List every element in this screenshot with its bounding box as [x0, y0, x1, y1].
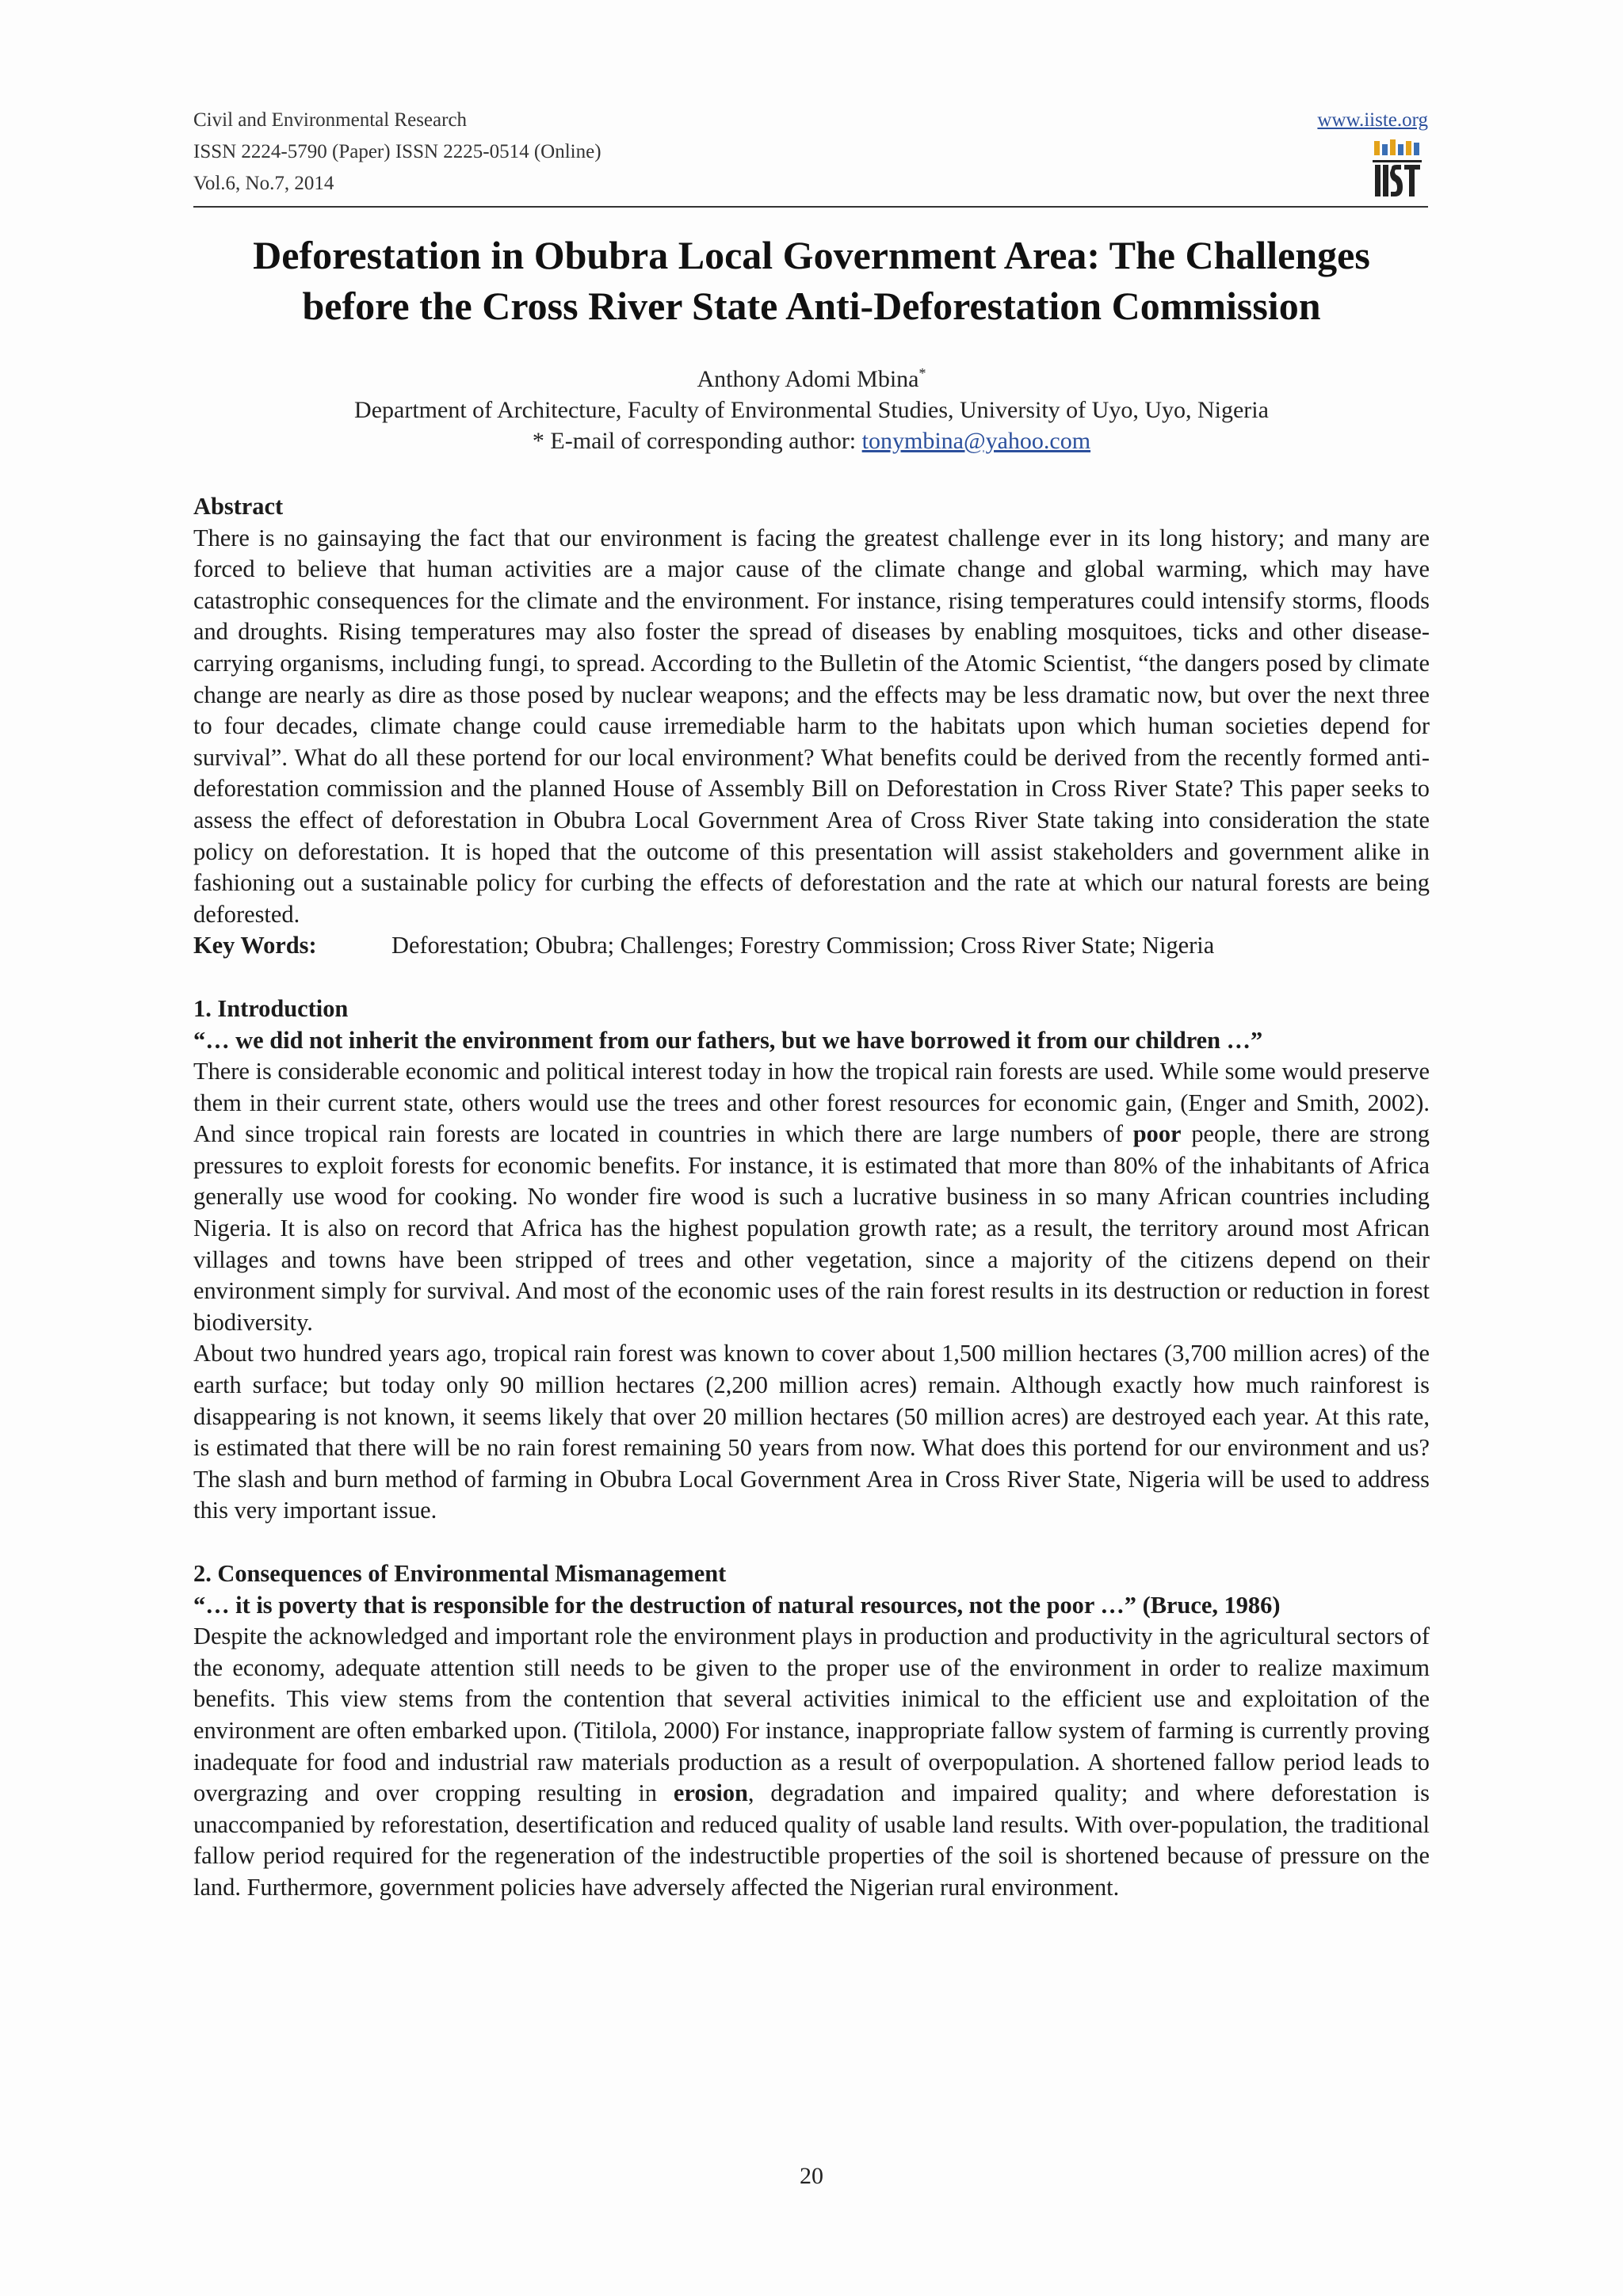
author-name: Anthony Adomi Mbina — [697, 366, 919, 392]
author-email-line — [158, 425, 1465, 456]
abstract-text: There is no gainsaying the fact that our environment is facing the greatest challenge ever in its long history; and many are forced to believe that human activities are a major cause of the climate change and global warming, which may have catastrophic consequences for the climate and the environment. For instance, rising temperatures could intensify storms, floods and droughts. Rising temperatures may also foster the spread of diseases by enabling mosquitoes, ticks and other disease-carrying organisms, including fungi, to spread. According to the Bulletin of the Atomic Scientist, “the dangers posed by climate change are nearly as dire as those posed by nuclear weapons; and the effects may be less dramatic now, but over the next three to four decades, climate change could cause irremediable harm to the habitats upon which human societies depend for survival”. What do all these portend for our local environment? What benefits could be derived from the recently formed anti-deforestation commission and the planned House of Assembly Bill on Deforestation in Cross River State? This paper seeks to assess the effect of deforestation in Obubra Local Government Area of Cross River State taking into consideration the state policy on deforestation. It is hoped that the outcome of this presentation will assist stakeholders and government alike in fashioning out a sustainable policy for curbing the effects of deforestation and the rate at which our natural forests are being deforested. — [193, 524, 1430, 928]
paper-title-line-2: before the Cross River State Anti-Deforestation Commission — [302, 284, 1321, 328]
author-email-link[interactable]: tonymbina@yahoo.com — [861, 428, 1091, 454]
author-email-prefix: * E-mail of corresponding author: — [532, 428, 862, 454]
journal-info — [193, 105, 601, 200]
paper-title-line-1: Deforestation in Obubra Local Government Area: The Challenges — [253, 233, 1370, 277]
keywords-value: Deforestation; Obubra; Challenges; Forestry Commission; Cross River State; Nigeria — [391, 932, 1215, 959]
abstract-heading: Abstract — [193, 493, 284, 520]
page-number: 20 — [800, 2163, 823, 2189]
author-line — [158, 358, 1465, 395]
section-2-paragraph-1-part-a: Despite the acknowledged and important role the environment plays in production and productivity in the agricultural sectors of the economy, adequate attention still needs to be given to the proper use of the environment in order to realize maximum benefits. This view stems from the contention that several activities inimical to the efficient use and exploitation of the environment are often embarked upon. (Titilola, 2000) For instance, inappropriate fallow system of farming is currently proving inadequate for food and industrial raw materials production as a result of overpopulation. A shortened fallow period leads to overgrazing and over cropping resulting in — [193, 1623, 1430, 1807]
iiste-logo-icon — [1371, 138, 1423, 201]
section-1-paragraph-1-bold: poor — [1132, 1120, 1182, 1148]
section-1-paragraph-2: About two hundred years ago, tropical rain forest was known to cover about 1,500 million hectares (3,700 million acres) of the earth surface; but today only 90 million hectares (2,200 million acres) remain. Although exactly how much rainforest is disappearing is not known, it seems likely that over 20 million hectares (50 million acres) are destroyed each year. At this rate, is estimated that there will be no rain forest remaining 50 years from now. What does this portend for our environment and us? The slash and burn method of farming in Obubra Local Government Area in Cross River State, Nigeria will be used to address this very important issue. — [193, 1340, 1430, 1524]
section-gap — [193, 962, 1430, 994]
section-2-heading: 2. Consequences of Environmental Mismanagement — [193, 1560, 727, 1587]
journal-issn: ISSN 2224-5790 (Paper) ISSN 2225-0514 (Online) — [193, 141, 601, 162]
section-1-paragraph-1-part-a: There is considerable economic and political interest today in how the tropical rain forests are used. While some would preserve them in their current state, others would use the trees and other forest resources for economic gain, (Enger and Smith, 2002). And since tropical rain forests are located in countries in which there are large numbers of — [193, 1058, 1430, 1148]
section-1-paragraph-1 — [193, 1056, 1430, 1338]
keywords-colon: : — [308, 932, 317, 959]
section-gap — [193, 1527, 1430, 1558]
section-2-paragraph-1-bold: erosion — [673, 1779, 748, 1807]
paper-body — [193, 491, 1430, 1904]
section-2-paragraph-1 — [193, 1621, 1430, 1903]
keywords-label: Key Words — [193, 932, 309, 959]
journal-volume: Vol.6, No.7, 2014 — [193, 173, 334, 194]
section-1-paragraph-1-part-b: people, there are strong pressures to exploit forests for economic benefits. For instance, it is estimated that more than 80% of the inhabitants of Africa generally use wood for cooking. No wonder fire wood is such a lucrative business in so many African countries including Nigeria. It is also on record that Africa has the highest population growth rate; as a result, the territory around most African villages and towns have been stripped of trees and other vegetation, since a majority of the citizens depend on their environment simply for survival. And most of the economic uses of the rain forest results in its destruction or reduction in forest biodiversity. — [193, 1120, 1430, 1336]
author-affiliation: Department of Architecture, Faculty of Environmental Studies, University of Uyo, Uyo, Nigeria — [354, 397, 1269, 423]
journal-url-link[interactable]: www.iiste.org — [1317, 109, 1428, 131]
author-block — [158, 358, 1465, 456]
author-marker: * — [918, 365, 926, 381]
journal-name: Civil and Environmental Research — [193, 109, 468, 131]
section-2-epigraph: “… it is poverty that is responsible for the destruction of natural resources, not the poor …” (Bruce, 1986) — [193, 1591, 1281, 1619]
section-1-heading: 1. Introduction — [193, 994, 349, 1022]
keywords-label-wrap — [193, 930, 391, 962]
section-1-epigraph: “… we did not inherit the environment from our fathers, but we have borrowed it from our children …” — [193, 1026, 1263, 1054]
keywords-row — [193, 930, 1430, 962]
paper-title — [158, 230, 1465, 331]
running-header — [193, 105, 1428, 208]
section-2-paragraph-1-part-b: , degradation and impaired quality; and where deforestation is unaccompanied by reforestation, desertification and reduced quality of usable land results. With over-population, the traditional fallow period required for the regeneration of the indestructible properties of the soil is shortened because of pressure on the land. Furthermore, government policies have adversely affected the Nigerian rural environment. — [193, 1779, 1430, 1901]
